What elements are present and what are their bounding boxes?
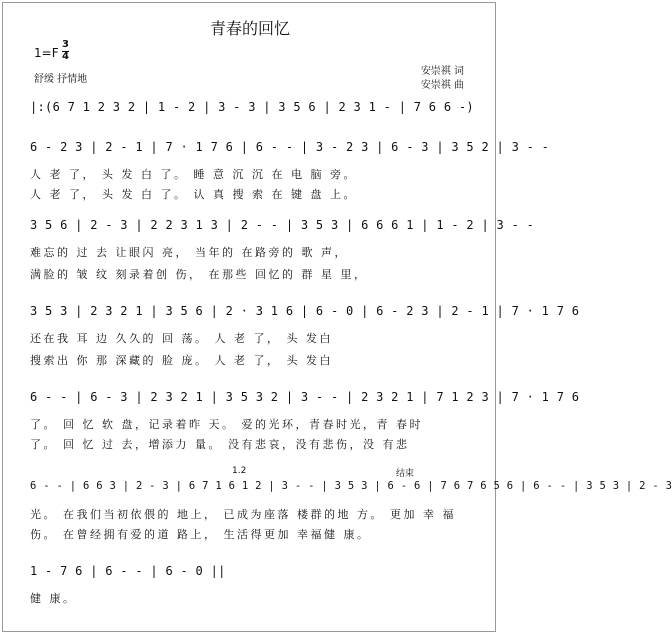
lyric-line-2a: 人 老 了， 头 发 白 了。 睡 意 沉 沉 在 电 脑 旁。 [30, 168, 357, 181]
volta-marker: 1.2 [232, 466, 247, 476]
lyric-line-5b: 了。 回 忆 过 去，增添力 量。 没有悲哀，没有悲伤，没 有悲 [30, 438, 410, 451]
ending-marker: 结束 [396, 469, 415, 479]
time-bottom: 4 [62, 51, 69, 62]
lyric-line-2b: 人 老 了， 头 发 白 了。 认 真 搜 索 在 键 盘 上。 [30, 188, 357, 201]
notes-line-7: 1 - 7 6 | 6 - - | 6 - 0 || [30, 564, 226, 578]
notes-line-6: 6 - - | 6 6 3 | 2 - 3 | 6 7 1 6 1 2 | 3 - - | 3 5 3 | 6 - 6 | 7 6 7 6 5 6 | 6 - - | 3 5 3 | 2 - 3 [30, 480, 672, 492]
lyric-line-3a: 难忘的 过 去 让眼闪 亮， 当年的 在路旁的 歌 声， [30, 246, 348, 259]
lyric-line-6a: 光。 在我们当初依偎的 地上， 已成为座落 楼群的地 方。 更加 幸 福 [30, 508, 456, 521]
lyric-line-3b: 满脸的 皱 纹 刻录着创 伤， 在那些 回忆的 群 星 里， [30, 268, 368, 281]
lyric-line-5a: 了。 回 忆 软 盘，记录着昨 天。 爱的光环，青春时光，青 春时 [30, 418, 423, 431]
time-top: 3 [62, 39, 69, 50]
page-title: 青春的回忆 [209, 19, 290, 38]
composer-credit: 安崇祺 曲 [420, 80, 464, 91]
lyric-line-6b: 伤。 在曾经拥有爱的道 路上， 生活得更加 幸福健 康。 [30, 528, 371, 541]
notes-line-2: 6 - 2 3 | 2 - 1 | 7 · 1 7 6 | 6 - - | 3 - 2 3 | 6 - 3 | 3 5 2 | 3 - - [30, 140, 550, 154]
lyric-line-4a: 还在我 耳 边 久久的 回 荡。 人 老 了， 头 发白 [30, 332, 333, 345]
tempo-marking: 舒缓 抒情地 [34, 74, 88, 85]
notes-line-4: 3 5 3 | 2 3 2 1 | 3 5 6 | 2 · 3 1 6 | 6 - 0 | 6 - 2 3 | 2 - 1 | 7 · 1 7 6 [30, 304, 580, 318]
lyric-line-7a: 健 康。 [30, 592, 77, 605]
time-signature [62, 40, 69, 62]
key-signature: 1=F [34, 46, 59, 60]
lyric-line-4b: 搜索出 你 那 深藏的 脸 庞。 人 老 了， 头 发白 [30, 354, 333, 367]
notes-line-1: |:(6 7 1 2 3 2 | 1 - 2 | 3 - 3 | 3 5 6 | 2 3 1 - | 7 6 6 -) [30, 100, 474, 114]
lyricist-credit: 安崇祺 词 [420, 66, 464, 77]
notes-line-5: 6 - - | 6 - 3 | 2 3 2 1 | 3 5 3 2 | 3 - - | 2 3 2 1 | 7 1 2 3 | 7 · 1 7 6 [30, 390, 580, 404]
notes-line-3: 3 5 6 | 2 - 3 | 2 2 3 1 3 | 2 - - | 3 5 3 | 6 6 6 1 | 1 - 2 | 3 - - [30, 218, 535, 232]
